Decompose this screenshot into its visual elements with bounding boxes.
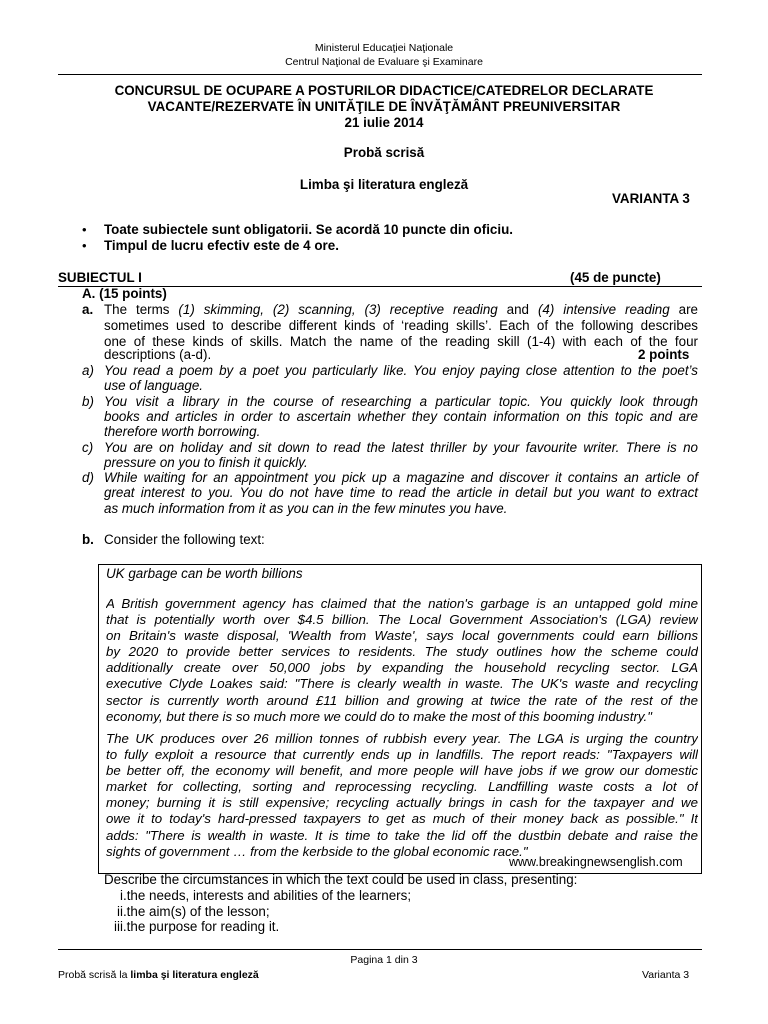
item-a-line-1 xyxy=(104,302,698,318)
description-line: therefore worth borrowing. xyxy=(104,424,261,439)
article-line: economy, but there is so much more we could do to make the most of this booming industry." xyxy=(106,708,652,724)
description-line: While waiting for an appointment you pick up a magazine and discover it contains an article of xyxy=(104,470,698,485)
item-a-text: The terms xyxy=(104,302,179,317)
task-intro: Describe the circumstances in which the text could be used in class, presenting: xyxy=(104,872,578,887)
ministry-name: Ministerul Educaţiei Naţionale xyxy=(314,42,454,54)
item-a-line-3: one of these kinds of skills. Match the name of the reading skill (1-4) with each of the four xyxy=(104,334,698,349)
header-divider xyxy=(58,74,702,75)
task-item: i.the needs, interests and abilities of the learners; xyxy=(120,888,412,903)
footer-divider xyxy=(58,949,702,950)
article-line: that is potentially worth over $4.5 billion. The Local Government Association's (LGA) review xyxy=(106,612,698,628)
footer-left xyxy=(58,969,259,981)
bullet-icon: • xyxy=(82,238,87,253)
article-paragraph-2 xyxy=(106,731,698,860)
description-label: a) xyxy=(82,363,94,378)
item-a-text: and xyxy=(497,302,538,317)
exam-date: 21 iulie 2014 xyxy=(344,115,424,130)
description-label: c) xyxy=(82,440,94,455)
title-line-1: CONCURSUL DE OCUPARE A POSTURILOR DIDACTICE/CATEDRELOR DECLARATE xyxy=(114,83,654,98)
footer-prefix: Probă scrisă la xyxy=(58,969,131,981)
article-line: be better off, the economy will benefit, and more people will have jobs if we grow our domestic xyxy=(106,763,698,779)
description-line: great interest to you. You do not have time to read the article in detail but you want to extract xyxy=(104,485,698,500)
page-number: Pagina 1 din 3 xyxy=(350,954,418,966)
article-line: on Britain's waste disposal, 'Wealth from Waste', says local governments could earn billions xyxy=(106,628,698,644)
rule-2: Timpul de lucru efectiv este de 4 ore. xyxy=(104,238,339,253)
section-points: (45 de puncte) xyxy=(570,270,661,285)
article-source: www.breakingnewsenglish.com xyxy=(509,855,683,869)
description-line: You visit a library in the course of researching a particular topic. You quickly look through xyxy=(104,394,698,409)
article-line: adds: "There is wealth in waste. It is time to take the lid off the dustbin debate and raise the xyxy=(106,827,698,843)
article-line: money; burning it is still expensive; recycling actually brings in cash for the taxpayer and we xyxy=(106,795,698,811)
article-line: to fully exploit a resource that currently ends up in landfills. The report reads: "Taxpayers will xyxy=(106,747,698,763)
footer-variant: Varianta 3 xyxy=(642,969,690,981)
article-headline: UK garbage can be worth billions xyxy=(106,566,303,581)
article-line: by 2020 to provide better services to residents. The study outlines how the scheme could xyxy=(106,644,698,660)
description-label: d) xyxy=(82,470,94,485)
article-line: owe it to today's hard-pressed taxpayers to get as much of their money back as possible." It xyxy=(106,811,698,827)
article-line: The UK produces over 26 million tonnes of rubbish every year. The LGA is urging the country xyxy=(106,731,698,746)
description-line: as much information from it as you can in the few minutes you have. xyxy=(104,501,508,516)
evaluation-center-name: Centrul Naţional de Evaluare şi Examinare xyxy=(285,56,483,68)
description-line: books and articles in order to ascertain whether they contain information on this topic and are xyxy=(104,409,698,424)
item-a-text: are xyxy=(669,302,698,317)
section-header xyxy=(58,270,702,287)
article-line: additionally create over 50,000 jobs by expanding the household recycling sector. LGA xyxy=(106,660,698,676)
article-line: sector is currently worth around £11 billion and growing at twice the rate of the rest of the xyxy=(106,692,698,708)
task-item: ii.the aim(s) of the lesson; xyxy=(117,904,270,919)
description-line: You read a poem by a poet you particularly like. You enjoy paying close attention to the poet’s xyxy=(104,363,698,378)
reading-skills-terms: (1) skimming, (2) scanning, (3) receptive reading xyxy=(178,302,498,317)
item-a-label: a. xyxy=(82,302,94,317)
bullet-icon: • xyxy=(82,222,87,237)
rule-1: Toate subiectele sunt obligatorii. Se acordă 10 puncte din oficiu. xyxy=(104,222,513,237)
footer-subject: limba şi literatura engleză xyxy=(130,969,259,981)
exam-subject: Limba şi literatura engleză xyxy=(299,177,469,192)
item-a-line-2: sometimes used to describe different kinds of ‘reading skills’. Each of the following describes xyxy=(104,318,698,333)
article-line: market for collecting, sorting and reprocessing recycling. Landfilling waste costs a lot of xyxy=(106,779,698,795)
item-b-text: Consider the following text: xyxy=(104,532,265,547)
item-a-points: 2 points xyxy=(638,347,690,362)
reading-skills-term: (4) intensive reading xyxy=(537,302,670,317)
part-a-heading: A. (15 points) xyxy=(82,286,167,301)
task-item: iii.the purpose for reading it. xyxy=(114,919,280,934)
description-label: b) xyxy=(82,394,94,409)
description-line: pressure on you to finish it quickly. xyxy=(104,455,308,470)
article-line: executive Clyde Loakes said: "There is clearly wealth in waste. The UK's waste and recycling xyxy=(106,676,698,692)
description-line: You are on holiday and sit down to read the latest thriller by your favourite writer. There is no xyxy=(104,440,698,455)
exam-type: Probă scrisă xyxy=(343,145,425,160)
item-a-line-4: descriptions (a-d). xyxy=(104,347,212,362)
description-line: use of language. xyxy=(104,378,204,393)
variant-label: VARIANTA 3 xyxy=(612,191,690,206)
article-line: sights of government … from the kerbside to the global economic race." xyxy=(106,843,528,859)
article-line: A British government agency has claimed that the nation's garbage is an untapped gold mine xyxy=(106,596,698,611)
item-b-label: b. xyxy=(82,532,94,547)
article-paragraph-1 xyxy=(106,596,698,725)
title-line-2: VACANTE/REZERVATE ÎN UNITĂŢILE DE ÎNVĂŢĂMÂNT PREUNIVERSITAR xyxy=(147,99,621,114)
section-name: SUBIECTUL I xyxy=(58,270,142,285)
